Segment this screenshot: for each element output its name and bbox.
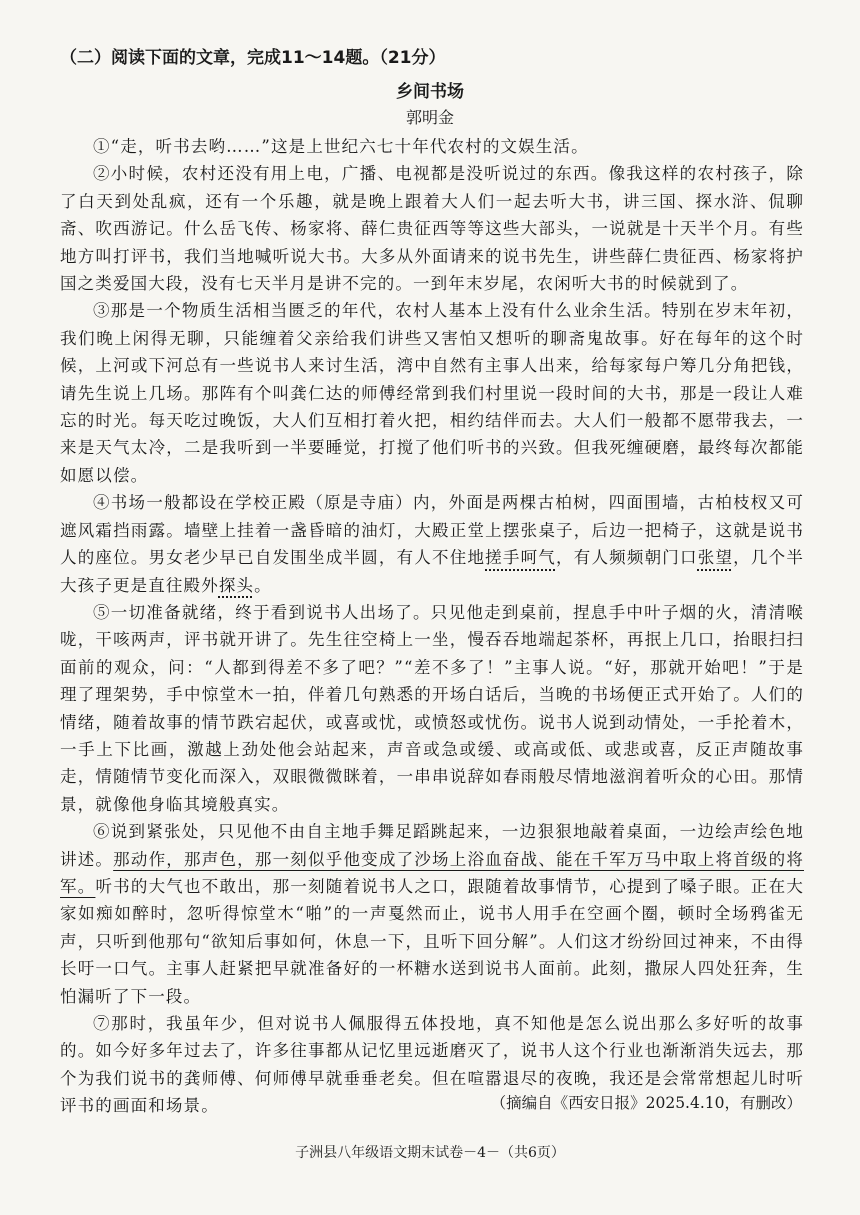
article-title: 乡间书场 (396, 82, 464, 102)
paragraph-1: ①“走，听书去哟……”这是上世纪六七十年代农村的文娱生活。 (93, 137, 589, 156)
paragraph-6-text-b: 听书的大气也不敢出，那一刻随着说书人之口，跟随着故事情节，心提到了嗓子眼。正在大家如痴如醉时，忽听得惊堂木“啪”的一声戛然而止，说书人用手在空画个圈，顿时全场鸦雀无声，只听到他那句“欲知后事如何，休息一下，且听下回分解”。人们这才纷纷回过神来，不由得长吁一口气。主事人赶紧把早就准备好的一杯糖水送到说书人面前。此刻，撒尿人四处狂奔，生怕漏听了下一段。 (60, 876, 804, 1006)
article-author: 郭明金 (405, 108, 454, 127)
page-footer: 子洲县八年级语文期末试卷－4－（共6页） (295, 1145, 565, 1161)
emphasis-rub-hands: 搓手呵气 (485, 548, 557, 568)
paragraph-4-text-b: ，有人频频朝门口 (556, 548, 698, 568)
paragraph-7: ⑦那时，我虽年少，但对说书人佩服得五体投地，真不知他是怎么说出那么多好听的故事的。如今好多年过去了，许多往事都从记忆里远逝磨灭了，说书人这个行业也渐渐消失远去，那个为我们说书的龚师傅、何师傅早就垂垂老矣。但在喧嚣退尽的夜晚，我还是会常常想起儿时听评书的画面和场景。 (60, 1014, 804, 1116)
paragraph-3: ③那是一个物质生活相当匮乏的年代，农村人基本上没有什么业余生活。特别在岁末年初，我们晚上闲得无聊，只能缠着父亲给我们讲些又害怕又想听的聊斋鬼故事。好在每年的这个时候，上河或下河总有一些说书人来讨生活，湾中自然有主事人出来，给每家每户筹几分角把钱，请先生说上几场。那阵有个叫龚仁达的师傅经常到我们村里说一段时间的大书，那是一段让人难忘的时光。每天吃过晚饭，大人们互相打着火把，相约结伴而去。大人们一般都不愿带我去，一来是天气太冷，二是我听到一半要睡觉，打搅了他们听书的兴致。但我死缠硬磨，最终每次都能如愿以偿。 (60, 301, 804, 485)
emphasis-peek: 探头 (218, 575, 255, 595)
paragraph-5: ⑤一切准备就绪，终于看到说书人出场了。只见他走到桌前，捏息手中叶子烟的火，清清喉咙，干咳两声，评书就开讲了。先生往空椅上一坐，慢吞吞地端起茶杯，再抿上几口，抬眼扫扫面前的观众，问：“人都到得差不多了吧？”“差不多了！”主事人说。“好，那就开始吧！”于是理了理架势，手中惊堂木一拍，伴着几句熟悉的开场白话后，当晚的书场便正式开始了。人们的情绪，随着故事的情节跌宕起伏，或喜或忧，或愤怒或忧伤。说书人说到动情处，一手抡着木，一手上下比画，激越上劲处他会站起来，声音或急或缓、或高或低、或悲或喜，反正声随故事走，情随情节变化而深入，双眼微微眯着，一串串说辞如春雨般尽情地滋润着听众的心田。那情景，就像他身临其境般真实。 (60, 602, 804, 814)
emphasis-gaze: 张望 (697, 548, 734, 568)
paragraph-4-text-a: ④书场一般都设在学校正殿（原是寺庙）内，外面是两棵古柏树，四面围墙，古柏枝杈又可遮风霜挡雨露。墙壁上挂着一盏昏暗的油灯，大殿正堂上摆张桌子，后边一把椅子，这就是说书人的座位。男女老少早已自发围坐成半圆，有人不住地 (60, 493, 804, 568)
paragraph-2: ②小时候，农村还没有用上电，广播、电视都是没听说过的东西。像我这样的农村孩子，除了白天到处乱疯，还有一个乐趣，就是晚上跟着大人们一起去听大书，讲三国、探水浒、侃聊斋、吹西游记。什么岳飞传、杨家将、薛仁贵征西等等这些大部头，一说就是十天半个月。有些地方叫打评书，我们当地喊听说大书。大多从外面请来的说书先生，讲些薛仁贵征西、杨家将护国之类爱国大段，没有七天半月是讲不完的。一到年末岁尾，农闲听大书的时候就到了。 (60, 164, 804, 294)
paragraph-6 (60, 818, 804, 1010)
paragraph-4 (60, 489, 804, 599)
article-body (60, 133, 804, 1120)
source-note: （摘编自《西安日报》2025.4.10，有删改） (490, 1094, 802, 1112)
section-heading: （二）阅读下面的文章，完成11～14题。（21分） (60, 48, 446, 68)
underlined-sentence: 那动作，那声色，那一刻似乎他变成了沙场上浴血奋战、能在千军万马中取上将首级的将军。 (60, 849, 804, 896)
paragraph-6-text-a: ⑥说到紧张处，只见他不由自主地手舞足蹈跳起来，一边狠狠地敲着桌面，一边绘声绘色地讲述。 (60, 822, 804, 869)
paragraph-4-text-d: 。 (254, 575, 272, 595)
paragraph-4-text-c: ，几个半大孩子更是直往殿外 (60, 548, 804, 595)
